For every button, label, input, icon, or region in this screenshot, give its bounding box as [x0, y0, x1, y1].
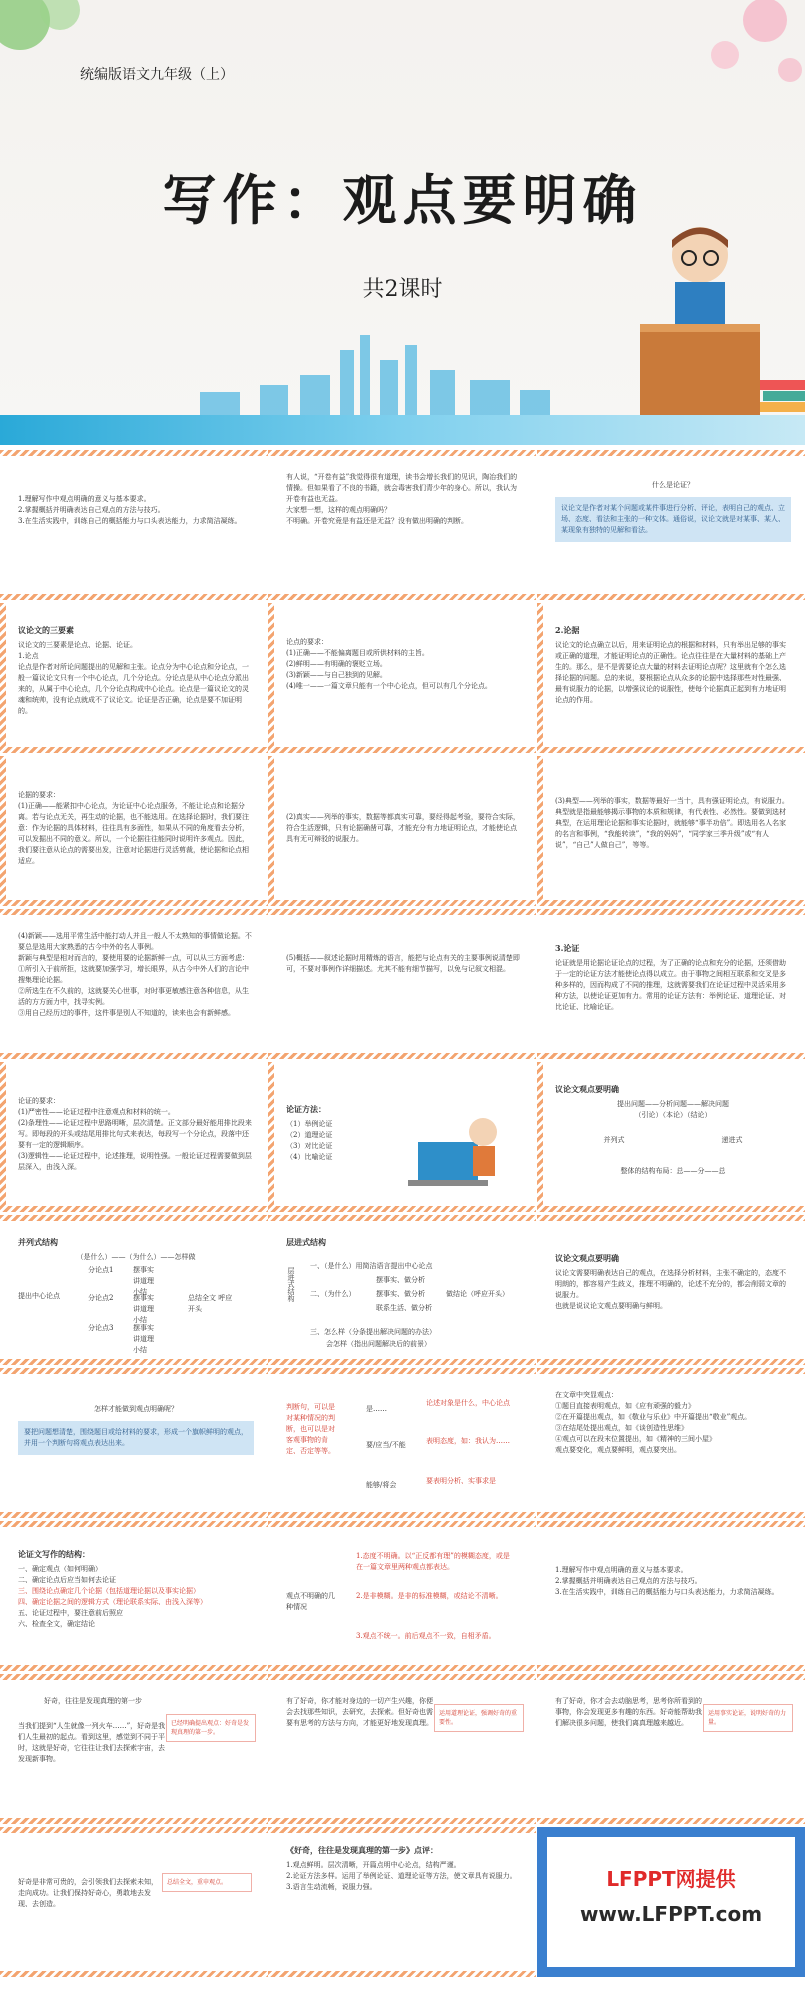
paragraph: 论证的要求： [18, 1097, 60, 1105]
summary-label: 总结全文 呼应开头 [188, 1294, 233, 1313]
slide-example-essay-4[interactable] [0, 1827, 268, 1977]
essay-title: 好奇，往往是发现真理的第一步 [44, 1697, 142, 1705]
paragraph: 1.论点 [18, 652, 39, 660]
paragraph: ②所选生在不久前的，这就要关心世事，对时事更敏感注意各种信息，从生活的方方面力中，找寻实例。 [18, 987, 249, 1006]
analysis-2: 摆事实、做分析 [376, 1290, 425, 1298]
slide-heading: 《好奇，往往是发现真理的第一步》点评： [286, 1845, 438, 1855]
conclusion-label: 做结论（呼应开头） [446, 1290, 509, 1298]
method-item: （4）比喻论证 [286, 1153, 333, 1161]
slide-writing-structure[interactable] [0, 1521, 268, 1671]
slide-argument-requirements[interactable] [0, 1062, 268, 1212]
slide-how-clear[interactable] [0, 1368, 268, 1518]
slide-highlight-view[interactable] [537, 1368, 805, 1518]
list-item: 四、确定论据之间的逻辑方式（理论联系实际、由浅入深等） [18, 1598, 207, 1606]
method-item: （2）道理论证 [286, 1131, 333, 1139]
slide-evidence-true[interactable] [268, 756, 536, 906]
slide-structure-overview[interactable] [537, 1062, 805, 1212]
slide-argumentation[interactable] [537, 909, 805, 1059]
slide-thesis-requirements[interactable] [268, 603, 536, 753]
paragraph: (4)新颖——选用平常生活中能打动人并且一般人不太熟知的事情做论据。不要总是选用大家熟悉的古今中外的名人事例。 [18, 932, 252, 951]
student-computer-icon [388, 1102, 508, 1192]
slide-heading: 3.论证 [555, 943, 580, 953]
analysis-3: 联系生活、做分析 [376, 1304, 432, 1312]
paragraph: (2)条理性——论证过程中思路明晰，层次清楚。正文部分最好能用排比段来写。即每段的开头或结尾用排比句式来表达，每段写一个分论点，段落中还要有一定的逻辑顺序。 [18, 1119, 252, 1149]
slide-three-elements[interactable] [0, 603, 268, 753]
blossom-decoration-right-icon [645, 0, 805, 110]
paragraph: (5)概括——叙述论据时用精炼的语言，能把与论点有关的主要事例说清楚即可，不要对事例作详细描述。尤其不能有细节描写，以免与记叙文相混。 [286, 954, 520, 973]
paragraph: (2)鲜明——有明确的褒贬立场。 [286, 660, 387, 668]
step-three: 三、怎么样（分条提出解决问题的办法） [310, 1328, 436, 1336]
parallel-label: 并列式 [603, 1136, 625, 1144]
case-three: 3.观点不统一。前后观点不一致，自相矛盾。 [356, 1632, 496, 1640]
annotation-note: 运用事实论证，说明好奇的力量。 [703, 1704, 793, 1732]
form-one-note: 论述对象是什么，中心论点 [426, 1399, 510, 1407]
paragraph: ②在开篇提出观点，如《敬业与乐业》中开篇提出“敬业”观点。 [555, 1413, 752, 1421]
paragraph: 论证就是用论据论证论点的过程，为了正确的论点和充分的论据，还须借助于一定的论证方法才能使论点得以成立。由于事物之间相互联系和交叉是多种多样的，因而构成了不同的推理，这就需要我们在论证过程中灵活采用多种方法，以使论证更加有力。常用的论证方法有：举例论证、道理论证、对比论证、比喻论证。 [555, 959, 786, 1011]
annotation-note: 已经明确提出观点：好奇是发现真理的第一步。 [166, 1714, 256, 1742]
paragraph: 当我们提到“人生就像一列火车……”，好奇是我们人生最初的起点。看到这里，感觉到不同于平时，这就是好奇，它往往让我们去探索宇宙，去发现新事物。 [18, 1722, 166, 1763]
paragraph: ①所引入于前所拒，这就要加强学习，增长眼界，从古今中外人们的言论中搜集理论论据。 [18, 965, 249, 984]
slide-heading: 怎样才能做到观点明确呢？ [94, 1405, 178, 1413]
case-two: 2.是非模糊。是非的标准模糊，或结论不清晰。 [356, 1592, 503, 1600]
leaf-box: 摆事实 讲道理 小结 [133, 1266, 154, 1296]
city-skyline-icon [40, 330, 640, 420]
list-item: 三、围绕论点确定几个论据（包括道理论据以及事实论据） [18, 1587, 200, 1595]
objective-line: 2.掌握概括并明确表达自己观点的方法与技巧。 [555, 1577, 702, 1585]
slide-heading: 议论文观点要明确 [555, 1084, 619, 1094]
paragraph: 新颖与典型是相对而言的，要使用要的论据新鲜一点，可以从三方面考虑： [18, 954, 249, 962]
step-two: 二、（为什么） [310, 1290, 356, 1298]
paragraph: 议论文需要明确表达自己的观点，在选择分析材料，主张不确定的，态度不明朗的，都容易产生歧义，推理不明确的，论述不充分的，都会削弱文章的说服力。 [555, 1269, 786, 1299]
slide-objectives[interactable] [0, 450, 268, 600]
structure-labels: （引论）（本论）（结论） [634, 1111, 712, 1119]
brand-line-one: LFPPT网提供 [606, 1867, 736, 1891]
paragraph: ①题目直接表明观点，如《应有顽强的毅力》 [555, 1402, 695, 1410]
slide-judgement[interactable] [268, 1368, 536, 1518]
method-item: （1）举例论证 [286, 1120, 333, 1128]
progressive-label: 递进式 [721, 1136, 743, 1144]
slide-heading: 议论文的三要素 [18, 625, 74, 635]
slide-clear-views[interactable] [537, 1215, 805, 1365]
slide-heading: 并列式结构 [18, 1237, 58, 1247]
slide-intro-example[interactable] [268, 450, 536, 600]
list-item: 二、确定论点后应当如何去论证 [18, 1576, 116, 1584]
cover-bottom-band [0, 415, 805, 445]
leaf-box: 摆事实 讲道理 小结 [133, 1294, 154, 1324]
slide-progressive-structure[interactable] [268, 1215, 536, 1365]
definition-box: 议论文是作者对某个问题或某件事进行分析、评论，表明自己的观点、立场、态度、看法和主张的一种文体。通俗说，议论文就是对某事、某人、某现象有独特的见解和看法。 [555, 497, 791, 542]
slide-what-is-argument[interactable] [537, 450, 805, 600]
form-one: 是…… [366, 1405, 387, 1413]
structure-flow: 提出问题——分析问题——解决问题 [617, 1100, 729, 1108]
list-item: 六、检查全文，确定结论 [18, 1620, 95, 1628]
objective-line: 3.在生活实践中，训练自己的概括能力与口头表达能力，力求简洁凝练。 [18, 517, 242, 525]
judgement-lead: 判断句，可以是对某种情况的判断，也可以是对客观事物的肯定、否定等等。 [286, 1403, 335, 1455]
unclear-title: 观点不明确的几种情况 [286, 1592, 335, 1611]
parallel-top-flow: （是什么）——（为什么）——怎样做 [76, 1253, 196, 1261]
slide-evidence-typical[interactable] [537, 756, 805, 906]
cover-slide [0, 0, 805, 445]
paragraph: 论点是作者对所论问题提出的见解和主张。论点分为中心论点和分论点，一般一篇议论文只有一个中心论点，几个分论点。分论点是从中心论点分派出来的，从属于中心论点，几个分论点构成中心论点。论点是一篇议论文的灵魂和统帅，没有论点就成不了议论文。论证是否正确，论点是要不加证明的。 [18, 663, 249, 715]
slide-evidence-novel[interactable] [0, 909, 268, 1059]
slide-heading: 论证文写作的结构： [18, 1549, 90, 1559]
paragraph: 有人说，“开卷有益”我觉得很有道理，读书会增长我们的见识，陶冶我们的情操。但如果看了不良的书籍，就会毒害我们青少年的身心。所以，我认为开卷有益也无益。 [286, 473, 518, 503]
paragraph: 议论文的三要素是论点、论据、论证。 [18, 641, 137, 649]
teacher-illustration-icon [640, 220, 760, 415]
paragraph: ③在结尾处提出观点，如《谈创造性思维》 [555, 1424, 688, 1432]
analysis-1: 摆事实、做分析 [376, 1276, 425, 1284]
paragraph: (3)典型——列举的事实，数据等最好一当十，具有强证明论点，有说服力。典型就是指最能够揭示事物的本质和规律，有代表性、必然性。要做到选材典型，在运用理论论据和事实论据时，就能够“事半功倍”。即选用名人名家的名言和事例，“我能转读”，“我的妈妈”，“同学家三季升级”或“有人说”，“自己”人做自己”，等等。 [555, 797, 789, 849]
brand-panel [537, 1827, 805, 1977]
center-thesis-label: 提出中心论点 [18, 1292, 60, 1300]
paragraph: (3)新颖——与自己独到的见解。 [286, 671, 387, 679]
objective-line: 1.理解写作中观点明确的意义与基本要求。 [555, 1566, 688, 1574]
objective-line: 3.在生活实践中，训练自己的概括能力与口头表达能力，力求简洁凝练。 [555, 1588, 779, 1596]
slide-heading: 什么是论证？ [652, 481, 694, 489]
paragraph: 议论文的论点确立以后，用来证明论点的根据和材料，只有举出足够的事实或正确的道理，才能证明论点的正确性。论点往往是在大量材料的基础上产生的。那么，是不是需要论点大量的材料去证明论点呢？这里就有个怎么选择论据的问题。总的来说，要根据论点从众多的论据中选择那些对性最强、最有说服力的论据，以增强议论的说服性，使每个论据真正起到有力地证明论点的作用。 [555, 641, 786, 704]
form-two: 要/应当/不能 [366, 1441, 406, 1449]
brand-inner [547, 1837, 795, 1967]
slide-heading: 议论文观点要明确 [555, 1253, 619, 1263]
vertical-label: 层进式结构 [287, 1267, 295, 1302]
brand-line-two: www.LFPPT.com [579, 1902, 763, 1926]
leaf-box: 摆事实 讲道理 小结 [133, 1324, 154, 1354]
paragraph: 好奇是非常可贵的，会引领我们去探索未知，走向成功。让我们保持好奇心，勇敢地去发现、去创造。 [18, 1878, 158, 1908]
slide-unclear-cases[interactable] [268, 1521, 536, 1671]
paragraph: 大家想一想，这样的观点明确吗？ [286, 506, 391, 514]
method-item: （3）对比论证 [286, 1142, 333, 1150]
paragraph: (2)真实——列举的事实，数据等都真实可靠，要经得起考验，要符合实际，符合生活逻辑，只有论据确凿可靠，才能充分有力地证明论点，才能使论点具有无可辩驳的说服力。 [286, 813, 520, 843]
objective-line: 2.掌握概括并明确表达自己观点的方法与技巧。 [18, 506, 165, 514]
books-stack-icon [760, 375, 805, 415]
step-four: 会怎样（指出问题解决后的前景） [326, 1340, 431, 1348]
page-title: 写作：观点要明确 [162, 168, 643, 232]
paragraph: 2.论证方法多样。运用了举例论证、道理论证等方法，使文章具有说服力。 [286, 1872, 517, 1880]
slide-essay-review[interactable] [268, 1827, 536, 1977]
sub-thesis-3: 分论点3 [88, 1324, 114, 1332]
paragraph: (3)逻辑性——论证过程中，论述推理，说明性强。一般论证过程需要做到层层深入，由浅入深。 [18, 1152, 252, 1171]
paragraph: 有了好奇，你才能对身边的一切产生兴趣，你便会去找那些知识，去研究，去探索。但好奇也需要有思考的方法与方向，才能更好地发现真理。 [286, 1697, 433, 1727]
case-one: 1.态度不明确。以“正反都有理”的模糊态度，或是在一篇文章里两种观点都表达。 [356, 1552, 510, 1571]
paragraph: ③用自己经历过的事件，这件事是别人不知道的，读来也会有新鲜感。 [18, 1009, 235, 1017]
slide-example-essay-3[interactable] [537, 1674, 805, 1824]
slide-heading: 层进式结构 [286, 1237, 326, 1247]
slide-evidence-concise[interactable] [268, 909, 536, 1059]
paragraph: 观点要变化，观点要鲜明，观点要突出。 [555, 1446, 681, 1454]
slide-heading: 2.论据 [555, 625, 580, 635]
paragraph: 论点的要求： [286, 638, 328, 646]
paragraph: 论据的要求： [18, 791, 60, 799]
slide-argument-methods[interactable] [268, 1062, 536, 1212]
slide-heading: 论证方法： [286, 1104, 326, 1114]
annotation-note: 运用道理论证，强调好奇的重要性。 [434, 1704, 524, 1732]
tip-box: 要把问题想清楚，围绕题目或给材料的要求，形成一个旗帜鲜明的观点，并用一个判断句将观点表达出来。 [18, 1421, 254, 1455]
paragraph: 1.观点鲜明。层次清晰，开篇点明中心论点，结构严谨。 [286, 1861, 461, 1869]
paragraph: (1)正确——能紧扣中心论点，为论证中心论点服务，不能让论点和论据分离。若与论点无关，再生动的论据，也不能选用。在选择论据时，我们要注意：作为论据的具体材料，往往具有多面性，如果从不同的角度看去分析，可以发掘出不同的意义。所以，一个论据往往能同时说明许多观点。因此，我们要注意从论点的需要出发，注意对论据进行灵活剪裁，使论据和论点相适应。 [18, 802, 249, 865]
slide-evidence-requirements[interactable] [0, 756, 268, 906]
slide-parallel-structure[interactable] [0, 1215, 268, 1365]
overall-structure: 整体的结构布局：总——分——总 [620, 1167, 726, 1175]
paragraph: 有了好奇，你才会去动脑思考，思考你所看到的事物，你会发现更多有趣的东西。好奇能帮助我们解决很多问题，使我们离真理越来越近。 [555, 1697, 702, 1727]
list-item: 一、确定观点（如何明确） [18, 1565, 102, 1573]
form-three: 能够/将会 [366, 1481, 397, 1489]
paragraph: 3.语言生动流畅，说服力强。 [286, 1883, 377, 1891]
slide-objectives-review[interactable] [537, 1521, 805, 1671]
paragraph: ④观点可以在段末位置提出，如《精神的三间小屋》 [555, 1435, 716, 1443]
paragraph: (1)正确——不能偏离题目或所供材料的主旨。 [286, 649, 429, 657]
slide-evidence[interactable] [537, 603, 805, 753]
form-two-note: 表明态度，如：我认为…… [426, 1437, 510, 1445]
sub-thesis-1: 分论点1 [88, 1266, 114, 1274]
form-three-note: 要表明分析、实事求是 [426, 1477, 496, 1485]
paragraph: (1)严密性——论证过程中注意观点和材料的统一。 [18, 1108, 175, 1116]
paragraph: 不明确。开卷究竟是有益还是无益？没有做出明确的判断。 [286, 517, 468, 525]
sub-thesis-2: 分论点2 [88, 1294, 114, 1302]
objective-line: 1.理解写作中观点明确的意义与基本要求。 [18, 495, 151, 503]
lesson-count: 共2课时 [362, 277, 443, 302]
list-item: 五、论证过程中，要注意前后照应 [18, 1609, 123, 1617]
paragraph: 在文章中突显观点： [555, 1391, 618, 1399]
paragraph: 也就是说议论文观点要明确与鲜明。 [555, 1302, 667, 1310]
paragraph: (4)唯一——一篇文章只能有一个中心论点，但可以有几个分论点。 [286, 682, 492, 690]
slide-example-essay-1[interactable] [0, 1674, 268, 1824]
slide-example-essay-2[interactable] [268, 1674, 536, 1824]
annotation-note: 总结全文，重申观点。 [162, 1873, 252, 1892]
step-one: 一、（是什么）用简洁语言提出中心论点 [310, 1262, 433, 1270]
grade-subtitle: 统编版语文九年级（上） [80, 67, 234, 83]
